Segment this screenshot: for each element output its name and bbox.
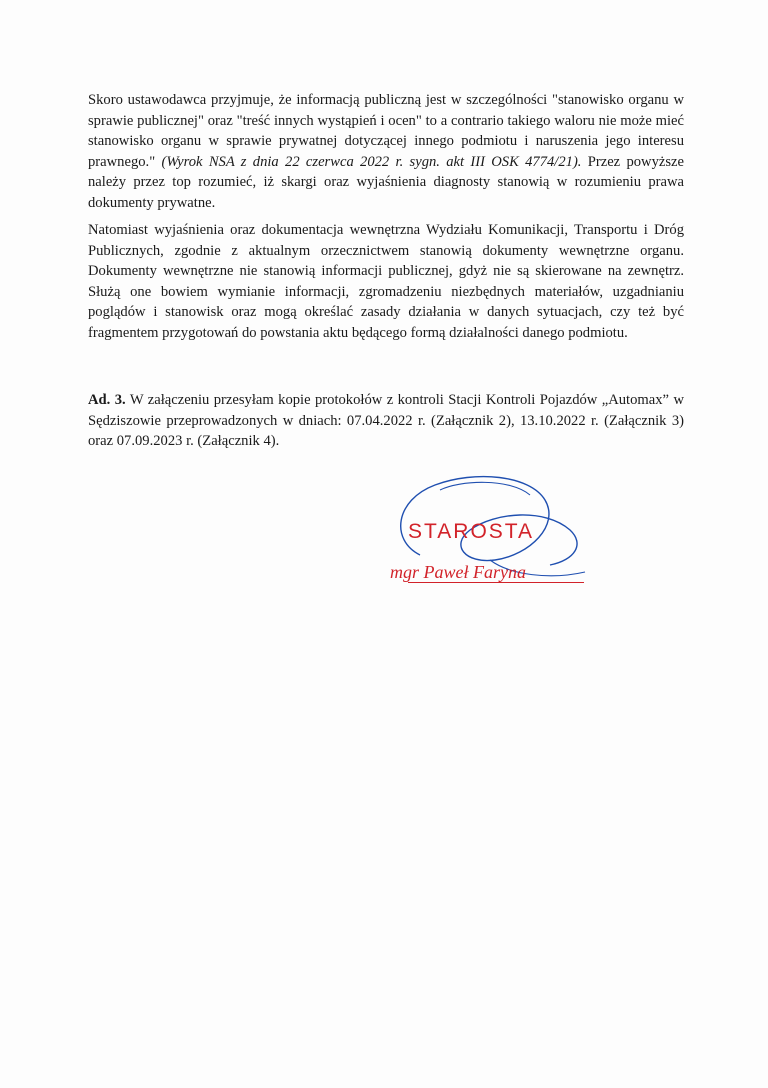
- stamp-title: STAROSTA: [408, 520, 535, 543]
- paragraph-1: [88, 90, 684, 213]
- stamp-underline: [408, 582, 584, 583]
- paragraph-1-text-a: Skoro ustawodawca przyjmuje, że informacją publiczną jest w szczególności "stanowisko organu w sprawie publicznej" oraz "treść innych wystąpień i ocen" to a contrario takiego waloru nie może mieć stanowisko organu w sprawie prywatnej dotyczącej innego podmiotu i naruszenia jego interesu prawnego.": [88, 92, 684, 170]
- signature-block: [380, 460, 600, 610]
- paragraph-3: [88, 390, 684, 452]
- paragraph-3-text: W załączeniu przesyłam kopie protokołów z kontroli Stacji Kontroli Pojazdów „Automax” w Sędziszowie przeprowadzonych w dniach: 07.04.2022 r. (Załącznik 2), 13.10.2022 r. (Załącznik 3) oraz 07.09.2023 r. (Załącznik 4).: [88, 392, 684, 449]
- court-citation: (Wyrok NSA z dnia 22 czerwca 2022 r. sygn. akt III OSK 4774/21).: [161, 153, 582, 170]
- point-label: Ad. 3.: [88, 392, 126, 408]
- stamp-name: mgr Paweł Faryna: [390, 562, 526, 582]
- paragraph-2-text: Natomiast wyjaśnienia oraz dokumentacja wewnętrzna Wydziału Komunikacji, Transportu i Dróg Publicznych, zgodnie z aktualnym orzecznictwem stanowią dokumenty wewnętrzne organu. Dokumenty wewnętrzne nie stanowią informacji publicznej, gdyż nie są skierowane na zewnętrz. Służą one bowiem wymianie informacji, zgromadzeniu niezbędnych materiałów, uzgadnianiu poglądów i stanowisk oraz mogą określać zasady działania w danych sytuacjach, czy też być fragmentem przygotowań do powstania aktu będącego formą działalności danego podmiotu.: [88, 222, 684, 341]
- paragraph-2: [88, 220, 684, 343]
- paragraph-1-text-b: Przez powyższe należy przez top rozumieć, iż skargi oraz wyjaśnienia diagnosty stanowią w rozumieniu prawa dokumenty prywatne.: [88, 153, 685, 211]
